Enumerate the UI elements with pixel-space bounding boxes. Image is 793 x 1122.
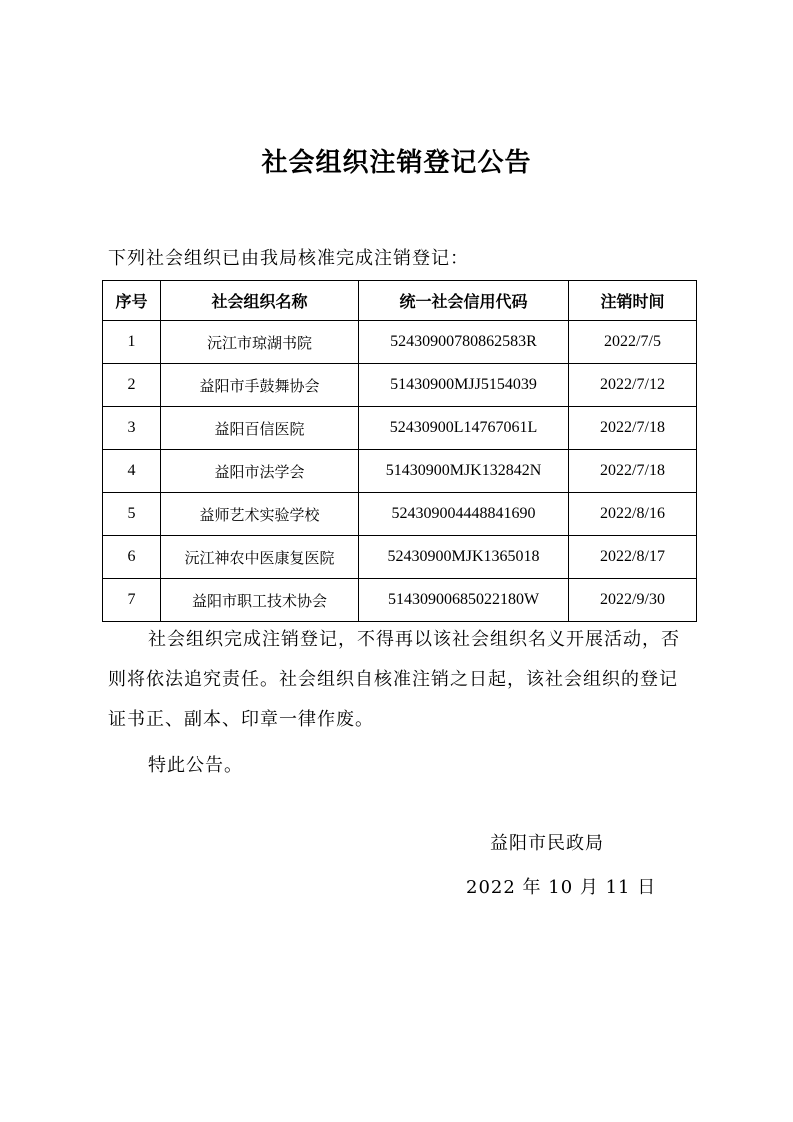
cell-name: 益阳市法学会 [161, 450, 359, 493]
cell-code: 51430900MJK132842N [359, 450, 569, 493]
table-row [103, 321, 697, 364]
deregistration-table [102, 280, 697, 622]
notice-title: 社会组织注销登记公告 [261, 148, 532, 178]
cell-date: 2022/7/5 [569, 321, 697, 364]
cell-date: 2022/9/30 [569, 579, 697, 622]
cell-code: 51430900685022180W [359, 579, 569, 622]
closing-paragraph: 特此公告。 [148, 755, 243, 776]
issuer-name: 益阳市民政局 [490, 833, 604, 854]
header-name: 社会组织名称 [161, 281, 359, 321]
header-code: 统一社会信用代码 [359, 281, 569, 321]
cell-name: 沅江市琼湖书院 [161, 321, 359, 364]
table-row [103, 407, 697, 450]
table-header-row [103, 281, 697, 321]
cell-name: 益师艺术实验学校 [161, 493, 359, 536]
cell-date: 2022/7/18 [569, 450, 697, 493]
cell-index: 3 [103, 407, 161, 450]
cell-date: 2022/8/16 [569, 493, 697, 536]
cell-date: 2022/8/17 [569, 536, 697, 579]
cell-code: 52430900MJK1365018 [359, 536, 569, 579]
cell-code: 51430900MJJ5154039 [359, 364, 569, 407]
cell-name: 益阳百信医院 [161, 407, 359, 450]
intro-text: 下列社会组织已由我局核准完成注销登记： [108, 248, 469, 269]
cell-name: 益阳市手鼓舞协会 [161, 364, 359, 407]
cell-index: 6 [103, 536, 161, 579]
table-row [103, 493, 697, 536]
cell-index: 2 [103, 364, 161, 407]
table-row [103, 579, 697, 622]
cell-index: 7 [103, 579, 161, 622]
header-index: 序号 [103, 281, 161, 321]
cell-date: 2022/7/12 [569, 364, 697, 407]
cell-code: 52430900L14767061L [359, 407, 569, 450]
issue-date: 2022 年 10 月 11 日 [466, 877, 657, 898]
table-row [103, 536, 697, 579]
cell-date: 2022/7/18 [569, 407, 697, 450]
cell-index: 1 [103, 321, 161, 364]
notice-paragraph: 社会组织完成注销登记，不得再以该社会组织名义开展活动，否则将依法追究责任。社会组织自核准注销之日起，该社会组织的登记证书正、副本、印章一律作废。 [108, 629, 680, 730]
header-date: 注销时间 [569, 281, 697, 321]
cell-index: 4 [103, 450, 161, 493]
cell-code: 524309004448841690 [359, 493, 569, 536]
cell-code: 52430900780862583R [359, 321, 569, 364]
cell-name: 沅江神农中医康复医院 [161, 536, 359, 579]
cell-name: 益阳市职工技术协会 [161, 579, 359, 622]
cell-index: 5 [103, 493, 161, 536]
table-row [103, 450, 697, 493]
table-row [103, 364, 697, 407]
